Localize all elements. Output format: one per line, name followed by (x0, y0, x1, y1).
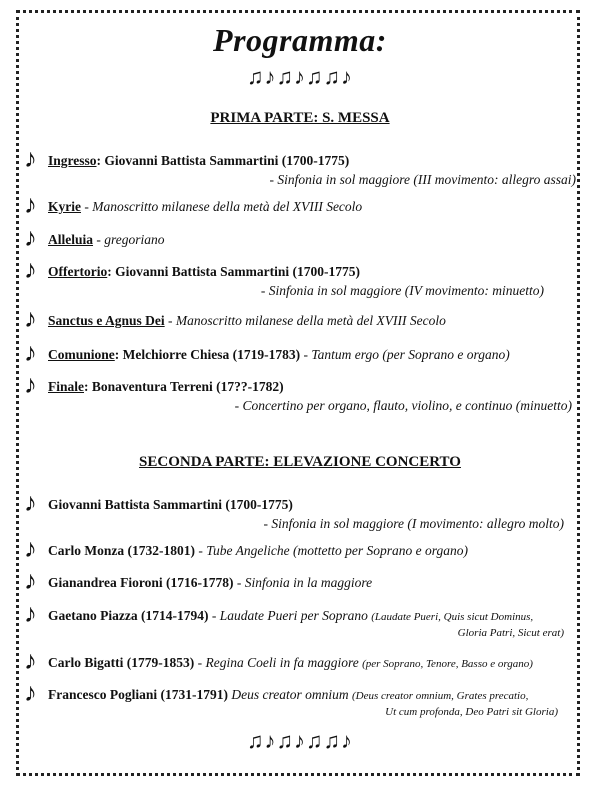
item-description: - Tantum ergo (per Soprano e organo) (300, 347, 510, 362)
item-label: Ingresso (48, 153, 97, 168)
item-composer: Francesco Pogliani (1731-1791) (48, 687, 228, 702)
item-note-continued: Gloria Patri, Sicut erat) (457, 627, 564, 639)
item-description: - Sinfonia in sol maggiore (I movimento: allegro molto) (263, 516, 564, 531)
music-note-icon: ♪ (24, 646, 37, 675)
music-notes-bottom-icon: ♫♪♫♪♫♫♪ (247, 728, 353, 753)
item-label: Offertorio (48, 264, 108, 279)
music-note-icon: ♪ (24, 223, 37, 252)
item-label: Kyrie (48, 199, 81, 214)
item-sep: : (107, 264, 116, 279)
item-description: - gregoriano (93, 232, 165, 247)
item-description: - Sinfonia in la maggiore (233, 575, 373, 590)
item-description: - Concertino per organo, flauto, violino, e continuo (minuetto) (234, 398, 572, 413)
item-note: (per Soprano, Tenore, Basso e organo) (362, 658, 533, 670)
section-heading-seconda-parte: SECONDA PARTE: ELEVAZIONE CONCERTO (139, 454, 461, 470)
music-note-icon: ♪ (24, 599, 37, 628)
item-description: - Laudate Pueri per Soprano (208, 608, 372, 623)
item-description: - Manoscritto milanese della metà del XVIII Secolo (164, 313, 446, 328)
music-note-icon: ♪ (24, 304, 37, 333)
item-note: (Deus creator omnium, Grates precatio, (351, 690, 529, 702)
item-description: - Manoscritto milanese della metà del XVIII Secolo (81, 199, 363, 214)
item-description: - Sinfonia in sol maggiore (IV movimento: minuetto) (260, 283, 544, 298)
item-description: - Tube Angeliche (mottetto per Soprano e organo) (194, 543, 468, 558)
item-description: Deus creator omnium (227, 687, 352, 702)
item-composer: Carlo Bigatti (1779-1853) (48, 655, 195, 670)
music-note-icon: ♪ (24, 534, 37, 563)
music-note-icon: ♪ (24, 488, 37, 517)
item-composer: Giovanni Battista Sammartini (1700-1775) (48, 497, 293, 512)
item-sep: : (96, 153, 105, 168)
item-sep: : (114, 347, 123, 362)
music-note-icon: ♪ (24, 370, 37, 399)
item-composer: Gaetano Piazza (1714-1794) (48, 608, 209, 623)
item-composer: Melchiorre Chiesa (1719-1783) (122, 347, 301, 362)
page-title: Programma: (213, 22, 387, 58)
section-heading-prima-parte: PRIMA PARTE: S. MESSA (210, 110, 390, 126)
item-composer: Gianandrea Fioroni (1716-1778) (48, 575, 234, 590)
item-label: Sanctus e Agnus Dei (48, 313, 165, 328)
item-label: Comunione (48, 347, 115, 362)
item-composer: Giovanni Battista Sammartini (1700-1775) (104, 153, 350, 168)
music-notes-top-icon: ♫♪♫♪♫♫♪ (247, 64, 353, 89)
item-description: - Regina Coeli in fa maggiore (194, 655, 363, 670)
music-note-icon: ♪ (24, 678, 37, 707)
item-composer: Giovanni Battista Sammartini (1700-1775) (115, 264, 360, 279)
item-label: Alleluia (48, 232, 94, 247)
item-sep: : (84, 379, 92, 394)
item-note: (Laudate Pueri, Quis sicut Dominus, (371, 611, 534, 623)
item-note-continued: Ut cum profonda, Deo Patri sit Gloria) (385, 706, 558, 718)
music-note-icon: ♪ (24, 190, 37, 219)
item-label: Finale (48, 379, 84, 394)
item-composer: Bonaventura Terreni (17??-1782) (91, 379, 284, 394)
music-note-icon: ♪ (24, 255, 37, 284)
music-note-icon: ♪ (24, 338, 37, 367)
music-note-icon: ♪ (24, 144, 37, 173)
item-description: - Sinfonia in sol maggiore (III movimento: allegro assai) (269, 172, 576, 187)
item-composer: Carlo Monza (1732-1801) (48, 543, 195, 558)
music-note-icon: ♪ (24, 566, 37, 595)
